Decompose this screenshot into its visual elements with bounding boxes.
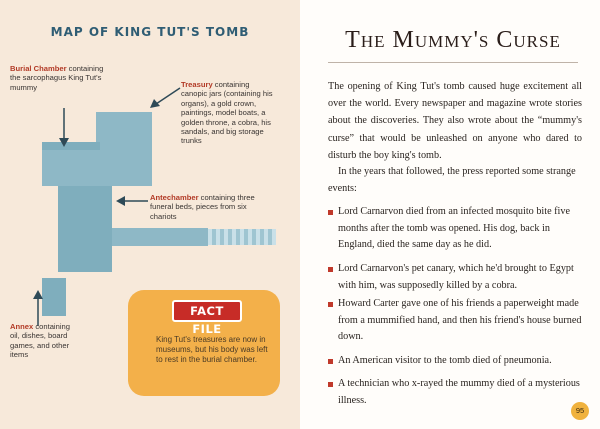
antechamber-arrow bbox=[116, 196, 148, 206]
bullet-item: Lord Carnarvon's pet canary, which he'd brought to Egypt with him, was supposedly killed by a cobra. bbox=[328, 261, 582, 294]
treasury-label bbox=[181, 80, 273, 146]
antechamber-label bbox=[150, 193, 268, 221]
treasury-desc: containing canopic jars (containing his organs), a gold crown, paintings, model boats, a golden throne, a cobra, his sandals, and big storage trunks bbox=[181, 80, 273, 146]
antechamber-room bbox=[58, 186, 112, 272]
bullet-item: A technician who x-rayed the mummy died of a mysterious illness. bbox=[328, 376, 582, 409]
bullet-item: Howard Carter gave one of his friends a paperweight made from a mummified hand, and then his friend's house burned down. bbox=[328, 296, 582, 346]
bullet-item: An American visitor to the tomb died of pneumonia. bbox=[328, 353, 582, 370]
burial-corridor bbox=[42, 150, 152, 186]
annex-arrow bbox=[32, 290, 44, 326]
article-title: The Mummy's Curse bbox=[345, 27, 561, 53]
burial-chamber-label bbox=[10, 64, 110, 92]
title-divider bbox=[328, 62, 578, 63]
burial-chamber-desc: containing the sarcophagus King Tut's mummy bbox=[10, 64, 104, 92]
article-paragraph-2: In the years that followed, the press reported some strange events: bbox=[328, 166, 576, 195]
annex-room bbox=[42, 278, 66, 316]
antechamber-name: Antechamber bbox=[150, 193, 199, 202]
burial-arrow bbox=[58, 108, 70, 148]
treasury-arrow bbox=[148, 86, 182, 110]
annex-desc: containing oil, dishes, board games, and other items bbox=[10, 322, 70, 360]
treasury-name: Treasury bbox=[181, 80, 213, 89]
map-title: MAP OF KING TUT'S TOMB bbox=[50, 25, 250, 39]
article-paragraph-1: The opening of King Tut's tomb caused huge excitement all over the world. Every newspaper and magazine wrote stories about the discoveries. They also wrote about the “mummy's curse” that would be unleashed on anyone who dared to disturb the boy king's tomb. bbox=[328, 81, 582, 161]
bullet-item: Lord Carnarvon died from an infected mosquito bite five months after the tomb was opened. His dog, back in England, died the same day as he did. bbox=[328, 204, 582, 254]
fact-file-tag: FACT FILE bbox=[172, 300, 242, 322]
entrance-corridor bbox=[112, 228, 208, 246]
annex-name: Annex bbox=[10, 322, 34, 331]
page-number: 95 bbox=[571, 402, 589, 420]
burial-chamber-name: Burial Chamber bbox=[10, 64, 67, 73]
fact-file-text: King Tut's treasures are now in museums, but his body was left to rest in the burial chamber. bbox=[156, 335, 268, 364]
entrance-stairs bbox=[208, 229, 276, 245]
antechamber-desc: containing three funeral beds, pieces from six chariots bbox=[150, 193, 255, 221]
annex-label bbox=[10, 322, 72, 360]
